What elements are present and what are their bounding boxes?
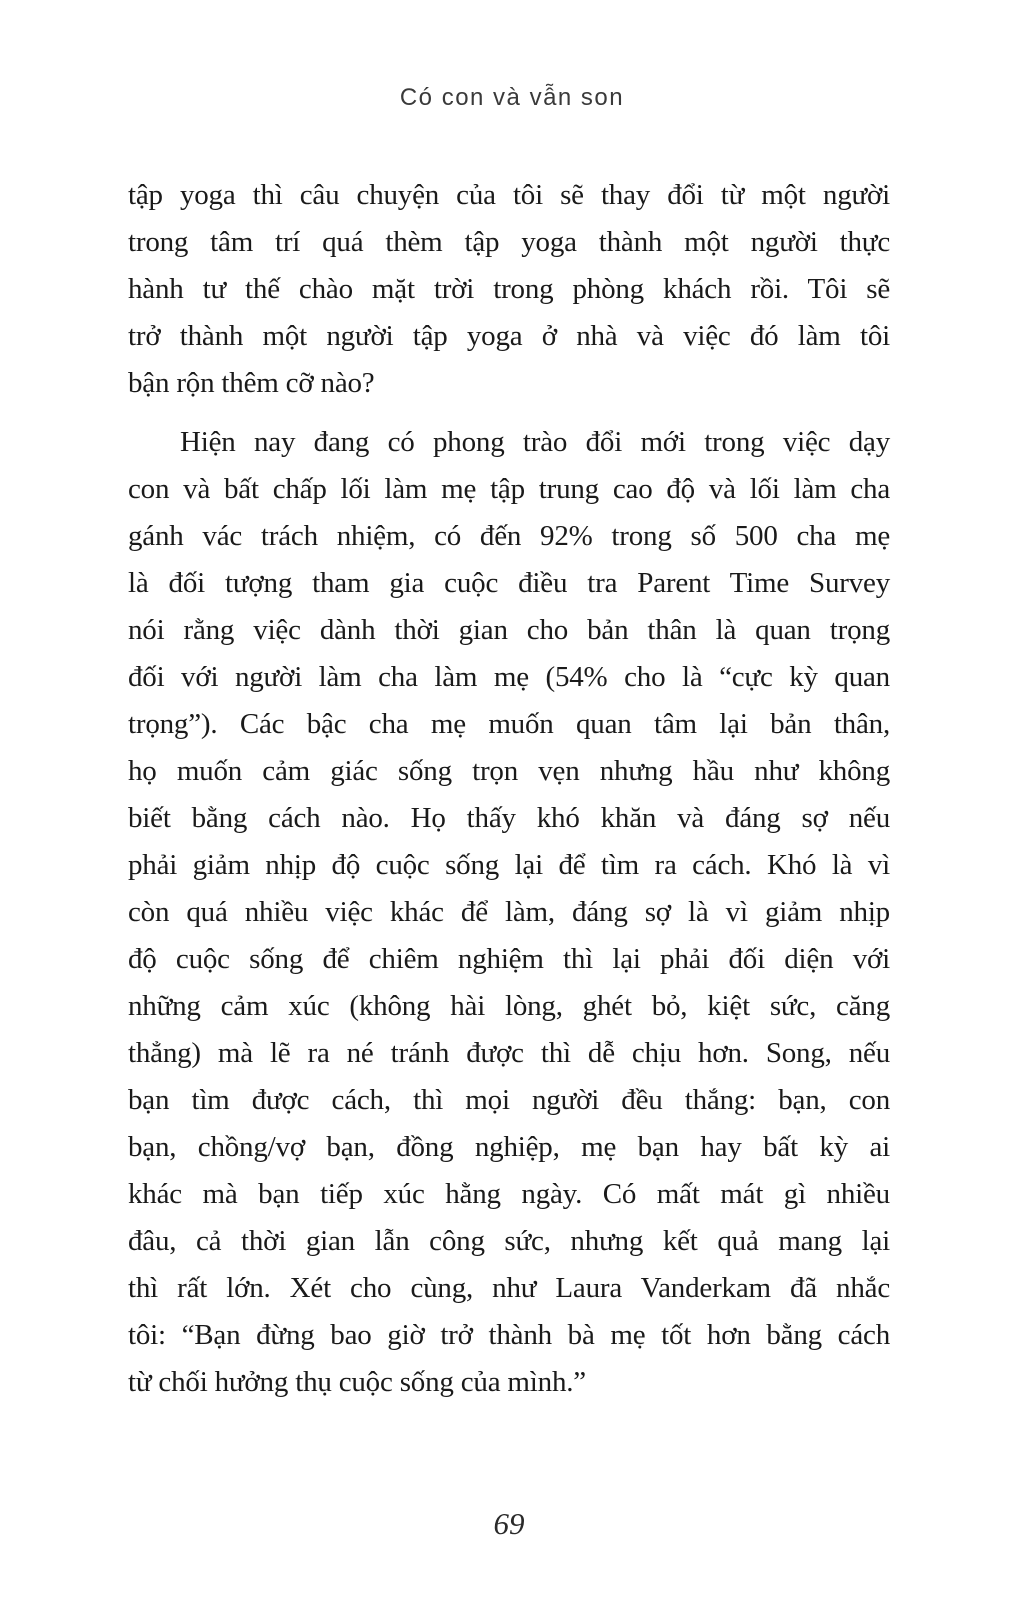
- text-line: con và bất chấp lối làm mẹ tập trung cao độ và lối làm cha: [128, 473, 890, 505]
- text-line: trọng”). Các bậc cha mẹ muốn quan tâm lại bản thân,: [128, 708, 890, 740]
- text-line: tập yoga thì câu chuyện của tôi sẽ thay đổi từ một người: [128, 179, 890, 211]
- text-line: trở thành một người tập yoga ở nhà và việc đó làm tôi: [128, 320, 890, 352]
- text-line: biết bằng cách nào. Họ thấy khó khăn và đáng sợ nếu: [128, 802, 890, 834]
- body-text: [128, 172, 890, 1406]
- text-line: Hiện nay đang có phong trào đổi mới trong việc dạy: [180, 426, 890, 458]
- text-line: thẳng) mà lẽ ra né tránh được thì dễ chịu hơn. Song, nếu: [128, 1037, 890, 1069]
- text-line: còn quá nhiều việc khác để làm, đáng sợ là vì giảm nhịp: [128, 896, 890, 928]
- text-line: đâu, cả thời gian lẫn công sức, nhưng kết quả mang lại: [128, 1225, 890, 1257]
- paragraph: [128, 419, 890, 1406]
- text-line: trong tâm trí quá thèm tập yoga thành một người thực: [128, 226, 890, 258]
- text-line: là đối tượng tham gia cuộc điều tra Parent Time Survey: [128, 567, 890, 599]
- text-line: họ muốn cảm giác sống trọn vẹn nhưng hầu như không: [128, 755, 890, 787]
- text-line: thì rất lớn. Xét cho cùng, như Laura Vanderkam đã nhắc: [128, 1272, 890, 1304]
- text-line: bận rộn thêm cỡ nào?: [128, 367, 375, 399]
- text-line: tôi: “Bạn đừng bao giờ trở thành bà mẹ tốt hơn bằng cách: [128, 1319, 890, 1351]
- text-line: gánh vác trách nhiệm, có đến 92% trong số 500 cha mẹ: [128, 520, 890, 552]
- text-line: bạn tìm được cách, thì mọi người đều thắng: bạn, con: [128, 1084, 890, 1116]
- paragraph: [128, 172, 890, 407]
- text-line: phải giảm nhịp độ cuộc sống lại để tìm ra cách. Khó là vì: [128, 849, 890, 881]
- text-line: khác mà bạn tiếp xúc hằng ngày. Có mất mát gì nhiều: [128, 1178, 890, 1210]
- text-line: bạn, chồng/vợ bạn, đồng nghiệp, mẹ bạn hay bất kỳ ai: [128, 1131, 890, 1163]
- text-line: độ cuộc sống để chiêm nghiệm thì lại phải đối diện với: [128, 943, 890, 975]
- text-line: đối với người làm cha làm mẹ (54% cho là “cực kỳ quan: [128, 661, 890, 693]
- running-header: Có con và vẫn son: [399, 84, 625, 111]
- text-line: hành tư thế chào mặt trời trong phòng khách rồi. Tôi sẽ: [128, 273, 890, 305]
- page-number: 69: [493, 1506, 525, 1541]
- text-line: những cảm xúc (không hài lòng, ghét bỏ, kiệt sức, căng: [128, 990, 890, 1022]
- text-line: từ chối hưởng thụ cuộc sống của mình.”: [128, 1366, 586, 1398]
- text-line: nói rằng việc dành thời gian cho bản thân là quan trọng: [128, 614, 890, 646]
